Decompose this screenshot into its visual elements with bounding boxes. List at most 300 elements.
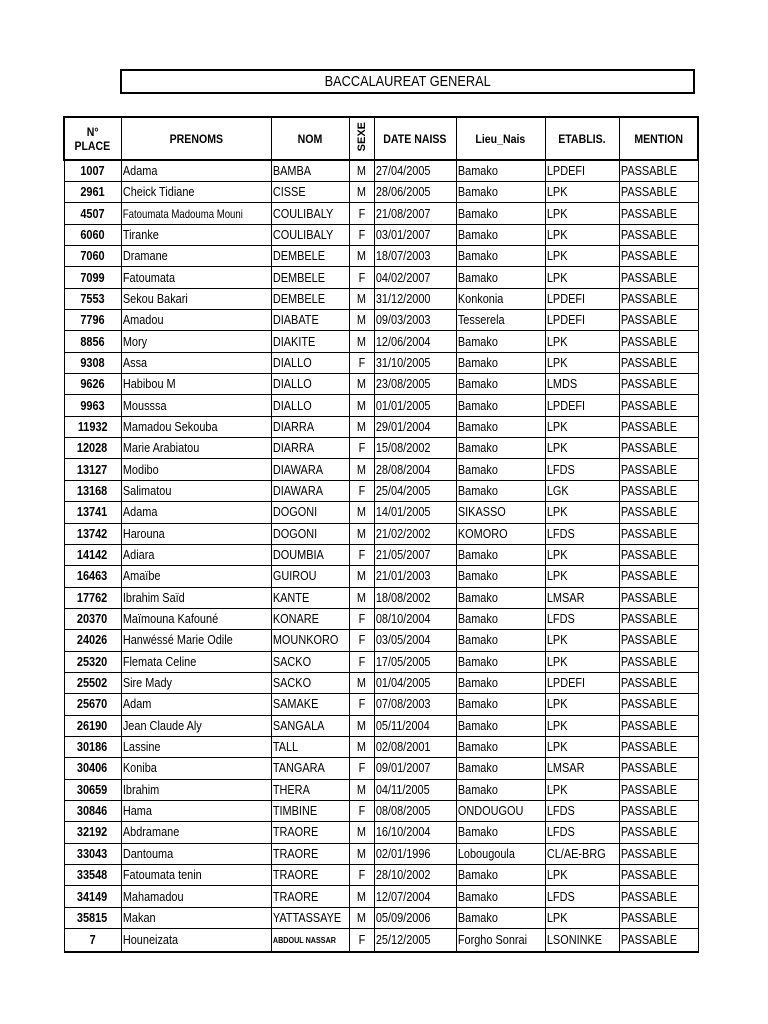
cell-etablis-text: LPK <box>546 205 567 221</box>
cell-mention-text: PASSABLE <box>620 525 677 541</box>
cell-place <box>64 800 121 821</box>
cell-nom-text: DIAWARA <box>272 461 323 477</box>
cell-sexe-text: M <box>356 504 367 520</box>
cell-sexe <box>349 395 374 416</box>
cell-place-text: 7099 <box>80 269 105 285</box>
cell-date-naiss <box>374 331 456 352</box>
cell-mention <box>619 566 698 587</box>
table-row <box>64 352 698 373</box>
cell-lieu-nais <box>456 715 545 736</box>
cell-nom-text: SACKO <box>272 675 311 691</box>
cell-sexe <box>349 886 374 907</box>
cell-prenoms <box>121 502 271 523</box>
table-row <box>64 822 698 843</box>
cell-place <box>64 544 121 565</box>
cell-lieu-nais-text: SIKASSO <box>457 504 506 520</box>
cell-prenoms <box>121 651 271 672</box>
cell-date-naiss <box>374 630 456 651</box>
table-row <box>64 395 698 416</box>
cell-date-naiss-text: 16/10/2004 <box>375 824 431 840</box>
cell-etablis <box>545 288 619 309</box>
cell-etablis <box>545 608 619 629</box>
cell-sexe-text: F <box>358 354 365 370</box>
cell-sexe <box>349 694 374 715</box>
cell-lieu-nais <box>456 672 545 693</box>
cell-sexe <box>349 246 374 267</box>
cell-lieu-nais-text: Bamako <box>457 376 498 392</box>
cell-etablis <box>545 374 619 395</box>
cell-date-naiss <box>374 267 456 288</box>
table-row <box>64 886 698 907</box>
cell-nom <box>271 736 349 757</box>
cell-prenoms <box>121 374 271 395</box>
document-title <box>120 69 695 94</box>
cell-place-text: 13741 <box>77 504 108 520</box>
cell-nom <box>271 694 349 715</box>
cell-prenoms-text: Flemata Celine <box>122 653 196 669</box>
cell-mention <box>619 865 698 886</box>
cell-etablis <box>545 800 619 821</box>
cell-etablis-text: LPDEFI <box>546 397 585 413</box>
cell-nom <box>271 523 349 544</box>
cell-prenoms <box>121 182 271 203</box>
cell-date-naiss <box>374 736 456 757</box>
cell-lieu-nais-text: Bamako <box>457 333 498 349</box>
cell-place-text: 33548 <box>77 867 108 883</box>
cell-nom <box>271 779 349 800</box>
cell-sexe <box>349 672 374 693</box>
cell-prenoms <box>121 822 271 843</box>
cell-nom-text: COULIBALY <box>272 226 333 242</box>
table-row <box>64 651 698 672</box>
cell-date-naiss <box>374 566 456 587</box>
cell-place-text: 16463 <box>77 568 108 584</box>
cell-sexe-text: F <box>358 611 365 627</box>
cell-nom <box>271 566 349 587</box>
table-row <box>64 203 698 224</box>
cell-mention <box>619 523 698 544</box>
cell-lieu-nais-text: Bamako <box>457 909 498 925</box>
table-row <box>64 459 698 480</box>
cell-lieu-nais-text: ONDOUGOU <box>457 803 523 819</box>
cell-place-text: 1007 <box>80 163 105 178</box>
cell-nom-text: TRAORE <box>272 888 318 904</box>
cell-nom-text: TALL <box>272 739 298 755</box>
cell-sexe <box>349 758 374 779</box>
cell-prenoms-text: Sire Mady <box>122 675 172 691</box>
cell-place-text: 13127 <box>77 461 108 477</box>
cell-place-text: 17762 <box>77 589 108 605</box>
cell-prenoms-text: Tiranke <box>122 226 159 242</box>
cell-date-naiss-text: 27/04/2005 <box>375 163 431 178</box>
cell-mention-text: PASSABLE <box>620 418 677 434</box>
cell-place-text: 25502 <box>77 675 108 691</box>
cell-nom-text: DOGONI <box>272 504 317 520</box>
cell-sexe <box>349 502 374 523</box>
cell-mention <box>619 502 698 523</box>
cell-nom <box>271 502 349 523</box>
table-row <box>64 224 698 245</box>
cell-mention <box>619 587 698 608</box>
cell-lieu-nais <box>456 480 545 501</box>
cell-mention <box>619 416 698 437</box>
cell-etablis-text: LPK <box>546 354 567 370</box>
cell-mention-text: PASSABLE <box>620 739 677 755</box>
cell-mention <box>619 886 698 907</box>
cell-sexe <box>349 929 374 953</box>
cell-place <box>64 182 121 203</box>
cell-date-naiss <box>374 352 456 373</box>
cell-sexe <box>349 843 374 864</box>
cell-etablis-text: LPDEFI <box>546 312 585 328</box>
cell-date-naiss <box>374 288 456 309</box>
cell-nom <box>271 352 349 373</box>
cell-place <box>64 267 121 288</box>
cell-sexe <box>349 630 374 651</box>
header-row <box>64 117 698 160</box>
cell-date-naiss-text: 21/05/2007 <box>375 547 431 563</box>
cell-prenoms-text: Maïmouna Kafouné <box>122 611 218 627</box>
cell-etablis-text: LMDS <box>546 376 577 392</box>
cell-lieu-nais-text: Bamako <box>457 397 498 413</box>
cell-date-naiss <box>374 651 456 672</box>
table-row <box>64 865 698 886</box>
cell-lieu-nais-text: Bamako <box>457 482 498 498</box>
cell-etablis <box>545 651 619 672</box>
cell-date-naiss-text: 12/06/2004 <box>375 333 431 349</box>
cell-place <box>64 160 121 182</box>
cell-sexe-text: F <box>358 226 365 242</box>
cell-date-naiss-text: 03/01/2007 <box>375 226 431 242</box>
cell-lieu-nais <box>456 865 545 886</box>
document-title-text: BACCALAUREAT GENERAL <box>324 73 491 90</box>
cell-place <box>64 630 121 651</box>
cell-place <box>64 587 121 608</box>
cell-sexe <box>349 267 374 288</box>
cell-place <box>64 352 121 373</box>
cell-place-text: 25670 <box>77 696 108 712</box>
header-lieu-nais-label: Lieu_Nais <box>475 131 526 146</box>
cell-etablis-text: LPK <box>546 909 567 925</box>
cell-nom-text: DIALLO <box>272 354 312 370</box>
table-row <box>64 843 698 864</box>
cell-mention-text: PASSABLE <box>620 226 677 242</box>
cell-nom-text: DEMBELE <box>272 269 325 285</box>
cell-lieu-nais-text: Bamako <box>457 269 498 285</box>
cell-lieu-nais-text: Bamako <box>457 888 498 904</box>
cell-place <box>64 203 121 224</box>
cell-nom <box>271 246 349 267</box>
cell-mention <box>619 736 698 757</box>
cell-lieu-nais-text: Bamako <box>457 824 498 840</box>
cell-prenoms-text: Makan <box>122 909 156 925</box>
cell-sexe <box>349 459 374 480</box>
cell-etablis-text: LPK <box>546 184 567 200</box>
cell-prenoms-text: Fatoumata tenin <box>122 867 202 883</box>
cell-place-text: 12028 <box>77 440 108 456</box>
cell-mention-text: PASSABLE <box>620 397 677 413</box>
cell-prenoms-text: Dramane <box>122 248 168 264</box>
cell-date-naiss-text: 02/08/2001 <box>375 739 431 755</box>
cell-prenoms <box>121 865 271 886</box>
cell-etablis-text: LFDS <box>546 461 575 477</box>
cell-mention <box>619 800 698 821</box>
cell-date-naiss <box>374 224 456 245</box>
cell-date-naiss-text: 23/08/2005 <box>375 376 431 392</box>
cell-etablis <box>545 929 619 953</box>
cell-sexe-text: M <box>356 312 367 328</box>
cell-date-naiss <box>374 843 456 864</box>
table-row <box>64 758 698 779</box>
cell-place-text: 25320 <box>77 653 108 669</box>
cell-prenoms-text: Cheick Tidiane <box>122 184 194 200</box>
cell-sexe-text: F <box>358 440 365 456</box>
cell-sexe-text: F <box>358 205 365 221</box>
cell-nom-text: DIARRA <box>272 440 314 456</box>
cell-place <box>64 886 121 907</box>
cell-sexe-text: F <box>358 803 365 819</box>
cell-place-text: 4507 <box>80 205 105 221</box>
cell-mention-text: PASSABLE <box>620 547 677 563</box>
cell-prenoms-text: Ibrahim <box>122 781 159 797</box>
cell-sexe <box>349 182 374 203</box>
cell-mention-text: PASSABLE <box>620 269 677 285</box>
cell-sexe-text: M <box>356 376 367 392</box>
cell-prenoms <box>121 160 271 182</box>
cell-mention-text: PASSABLE <box>620 589 677 605</box>
cell-mention-text: PASSABLE <box>620 909 677 925</box>
cell-nom <box>271 459 349 480</box>
cell-etablis <box>545 480 619 501</box>
cell-mention-text: PASSABLE <box>620 824 677 840</box>
cell-nom-text: DEMBELE <box>272 290 325 306</box>
cell-place-text: 35815 <box>77 909 108 925</box>
cell-sexe-text: M <box>356 589 367 605</box>
cell-sexe <box>349 566 374 587</box>
cell-sexe <box>349 224 374 245</box>
cell-mention <box>619 630 698 651</box>
cell-date-naiss <box>374 203 456 224</box>
cell-place <box>64 459 121 480</box>
cell-etablis-text: LPK <box>546 440 567 456</box>
cell-lieu-nais <box>456 331 545 352</box>
header-place-line1: N° <box>86 124 99 139</box>
cell-etablis <box>545 587 619 608</box>
cell-sexe <box>349 865 374 886</box>
table-row <box>64 907 698 928</box>
cell-etablis <box>545 779 619 800</box>
cell-mention-text: PASSABLE <box>620 568 677 584</box>
cell-etablis <box>545 843 619 864</box>
cell-etablis <box>545 630 619 651</box>
cell-prenoms-text: Amadou <box>122 312 164 328</box>
cell-nom <box>271 822 349 843</box>
cell-lieu-nais <box>456 587 545 608</box>
cell-sexe-text: F <box>358 653 365 669</box>
cell-place <box>64 929 121 953</box>
cell-mention <box>619 694 698 715</box>
cell-prenoms <box>121 310 271 331</box>
header-prenoms-label: PRENOMS <box>169 131 223 146</box>
cell-nom-text: DEMBELE <box>272 248 325 264</box>
cell-etablis <box>545 182 619 203</box>
cell-prenoms-text: Modibo <box>122 461 159 477</box>
cell-etablis <box>545 352 619 373</box>
cell-sexe-text: M <box>356 739 367 755</box>
cell-mention-text: PASSABLE <box>620 163 677 178</box>
header-place <box>64 117 121 160</box>
cell-sexe-text: F <box>358 547 365 563</box>
table-row <box>64 566 698 587</box>
cell-prenoms-text: Lassine <box>122 739 160 755</box>
cell-lieu-nais <box>456 779 545 800</box>
cell-mention <box>619 907 698 928</box>
cell-etablis-text: LPDEFI <box>546 675 585 691</box>
cell-nom-text: TRAORE <box>272 867 318 883</box>
header-date-naiss <box>374 117 456 160</box>
cell-date-naiss-text: 21/02/2002 <box>375 525 431 541</box>
cell-place <box>64 224 121 245</box>
cell-date-naiss-text: 05/09/2006 <box>375 909 431 925</box>
cell-place-text: 24026 <box>77 632 108 648</box>
cell-date-naiss-text: 29/01/2004 <box>375 418 431 434</box>
header-sexe <box>349 117 374 160</box>
cell-mention <box>619 715 698 736</box>
cell-place-text: 32192 <box>77 824 108 840</box>
cell-mention <box>619 459 698 480</box>
cell-date-naiss <box>374 523 456 544</box>
cell-prenoms <box>121 544 271 565</box>
cell-lieu-nais <box>456 523 545 544</box>
cell-etablis <box>545 502 619 523</box>
table-row <box>64 630 698 651</box>
cell-nom-text: GUIROU <box>272 568 317 584</box>
cell-place <box>64 843 121 864</box>
cell-mention-text: PASSABLE <box>620 312 677 328</box>
header-lieu-nais <box>456 117 545 160</box>
cell-sexe-text: M <box>356 184 367 200</box>
cell-nom <box>271 843 349 864</box>
cell-mention-text: PASSABLE <box>620 504 677 520</box>
cell-etablis-text: LPK <box>546 248 567 264</box>
cell-place-text: 33043 <box>77 845 108 861</box>
cell-mention-text: PASSABLE <box>620 675 677 691</box>
cell-date-naiss <box>374 395 456 416</box>
table-row <box>64 331 698 352</box>
cell-nom <box>271 182 349 203</box>
cell-date-naiss-text: 31/10/2005 <box>375 354 431 370</box>
cell-prenoms-text: Fatoumata Madouma Mouni <box>122 206 243 221</box>
table-row <box>64 374 698 395</box>
cell-lieu-nais-text: Bamako <box>457 226 498 242</box>
cell-place-text: 8856 <box>80 333 105 349</box>
cell-sexe <box>349 608 374 629</box>
cell-lieu-nais-text: KOMORO <box>457 525 508 541</box>
cell-date-naiss-text: 17/05/2005 <box>375 653 431 669</box>
cell-prenoms-text: Mousssa <box>122 397 167 413</box>
cell-sexe-text: F <box>358 632 365 648</box>
table-header <box>64 117 698 160</box>
table-row <box>64 438 698 459</box>
cell-sexe <box>349 203 374 224</box>
cell-sexe-text: M <box>356 781 367 797</box>
cell-mention-text: PASSABLE <box>620 290 677 306</box>
cell-etablis-text: LPK <box>546 696 567 712</box>
cell-sexe-text: F <box>358 867 365 883</box>
cell-sexe <box>349 651 374 672</box>
table-row <box>64 608 698 629</box>
cell-prenoms <box>121 267 271 288</box>
cell-prenoms <box>121 224 271 245</box>
cell-mention-text: PASSABLE <box>620 867 677 883</box>
cell-date-naiss <box>374 459 456 480</box>
cell-etablis-text: LPK <box>546 418 567 434</box>
cell-date-naiss-text: 02/01/1996 <box>375 845 431 861</box>
cell-nom-text: BAMBA <box>272 163 311 178</box>
cell-lieu-nais <box>456 608 545 629</box>
cell-date-naiss-text: 14/01/2005 <box>375 504 431 520</box>
cell-place-text: 7796 <box>80 312 105 328</box>
cell-prenoms <box>121 246 271 267</box>
cell-prenoms <box>121 736 271 757</box>
cell-lieu-nais <box>456 822 545 843</box>
cell-mention-text: PASSABLE <box>620 888 677 904</box>
cell-mention <box>619 608 698 629</box>
cell-sexe-text: M <box>356 333 367 349</box>
cell-nom <box>271 907 349 928</box>
table-row <box>64 160 698 182</box>
cell-lieu-nais <box>456 843 545 864</box>
cell-place <box>64 374 121 395</box>
cell-place <box>64 310 121 331</box>
table-row <box>64 929 698 953</box>
cell-lieu-nais <box>456 438 545 459</box>
cell-sexe-text: M <box>356 290 367 306</box>
cell-mention <box>619 246 698 267</box>
cell-sexe-text: M <box>356 824 367 840</box>
cell-nom-text: DIALLO <box>272 376 312 392</box>
header-mention <box>619 117 698 160</box>
cell-etablis <box>545 395 619 416</box>
cell-date-naiss-text: 28/08/2004 <box>375 461 431 477</box>
cell-lieu-nais <box>456 651 545 672</box>
cell-mention <box>619 182 698 203</box>
cell-nom <box>271 544 349 565</box>
cell-mention-text: PASSABLE <box>620 653 677 669</box>
cell-mention-text: PASSABLE <box>620 205 677 221</box>
cell-lieu-nais-text: Lobougoula <box>457 845 515 861</box>
cell-nom <box>271 160 349 182</box>
cell-mention <box>619 160 698 182</box>
cell-date-naiss-text: 21/01/2003 <box>375 568 431 584</box>
cell-prenoms <box>121 566 271 587</box>
cell-prenoms-text: Koniba <box>122 760 157 776</box>
cell-etablis <box>545 331 619 352</box>
cell-place-text: 26190 <box>77 717 108 733</box>
cell-prenoms <box>121 395 271 416</box>
cell-lieu-nais <box>456 630 545 651</box>
cell-prenoms-text: Marie Arabiatou <box>122 440 199 456</box>
cell-sexe <box>349 715 374 736</box>
cell-lieu-nais <box>456 800 545 821</box>
cell-etablis <box>545 715 619 736</box>
cell-date-naiss-text: 08/10/2004 <box>375 611 431 627</box>
table-row <box>64 800 698 821</box>
cell-etablis <box>545 267 619 288</box>
cell-sexe-text: M <box>356 888 367 904</box>
cell-etablis-text: LFDS <box>546 824 575 840</box>
cell-date-naiss-text: 01/04/2005 <box>375 675 431 691</box>
